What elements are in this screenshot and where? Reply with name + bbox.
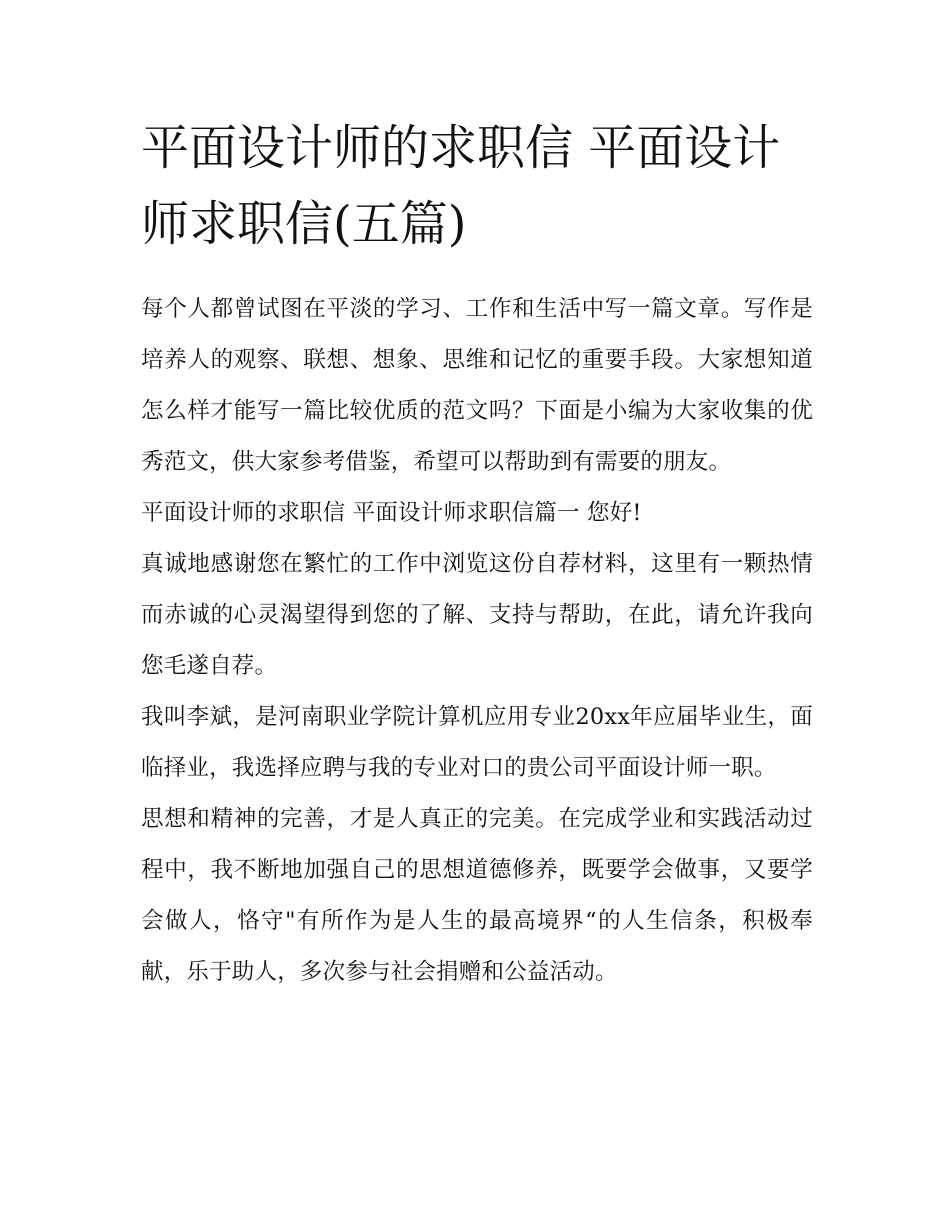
document-body — [141, 110, 813, 998]
paragraph-character: 思想和精神的完善，才是人真正的完美。在完成学业和实践活动过程中，我不断地加强自己的思想道德修养，既要学会做事，又要学会做人，恪守"有所作为是人生的最高境界“的人生信条，积极奉献，乐于助人，多次参与社会捐赠和公益活动。 — [141, 806, 813, 985]
paragraph-self-intro: 我叫李斌，是河南职业学院计算机应用专业20xx年应届毕业生，面临择业，我选择应聘与我的专业对口的贵公司平面设计师一职。 — [141, 704, 813, 781]
paragraph-intro: 每个人都曾试图在平淡的学习、工作和生活中写一篇文章。写作是培养人的观察、联想、想象、思维和记忆的重要手段。大家想知道怎么样才能写一篇比较优质的范文吗？下面是小编为大家收集的优秀范文，供大家参考借鉴，希望可以帮助到有需要的朋友。 — [141, 296, 813, 475]
paragraph-thanks: 真诚地感谢您在繁忙的工作中浏览这份自荐材料，这里有一颗热情而赤诚的心灵渴望得到您的了解、支持与帮助，在此，请允许我向您毛遂自荐。 — [141, 551, 813, 679]
document-title: 平面设计师的求职信 平面设计师求职信(五篇) — [141, 120, 781, 252]
paragraph-greeting: 平面设计师的求职信 平面设计师求职信篇一 您好! — [141, 500, 642, 526]
